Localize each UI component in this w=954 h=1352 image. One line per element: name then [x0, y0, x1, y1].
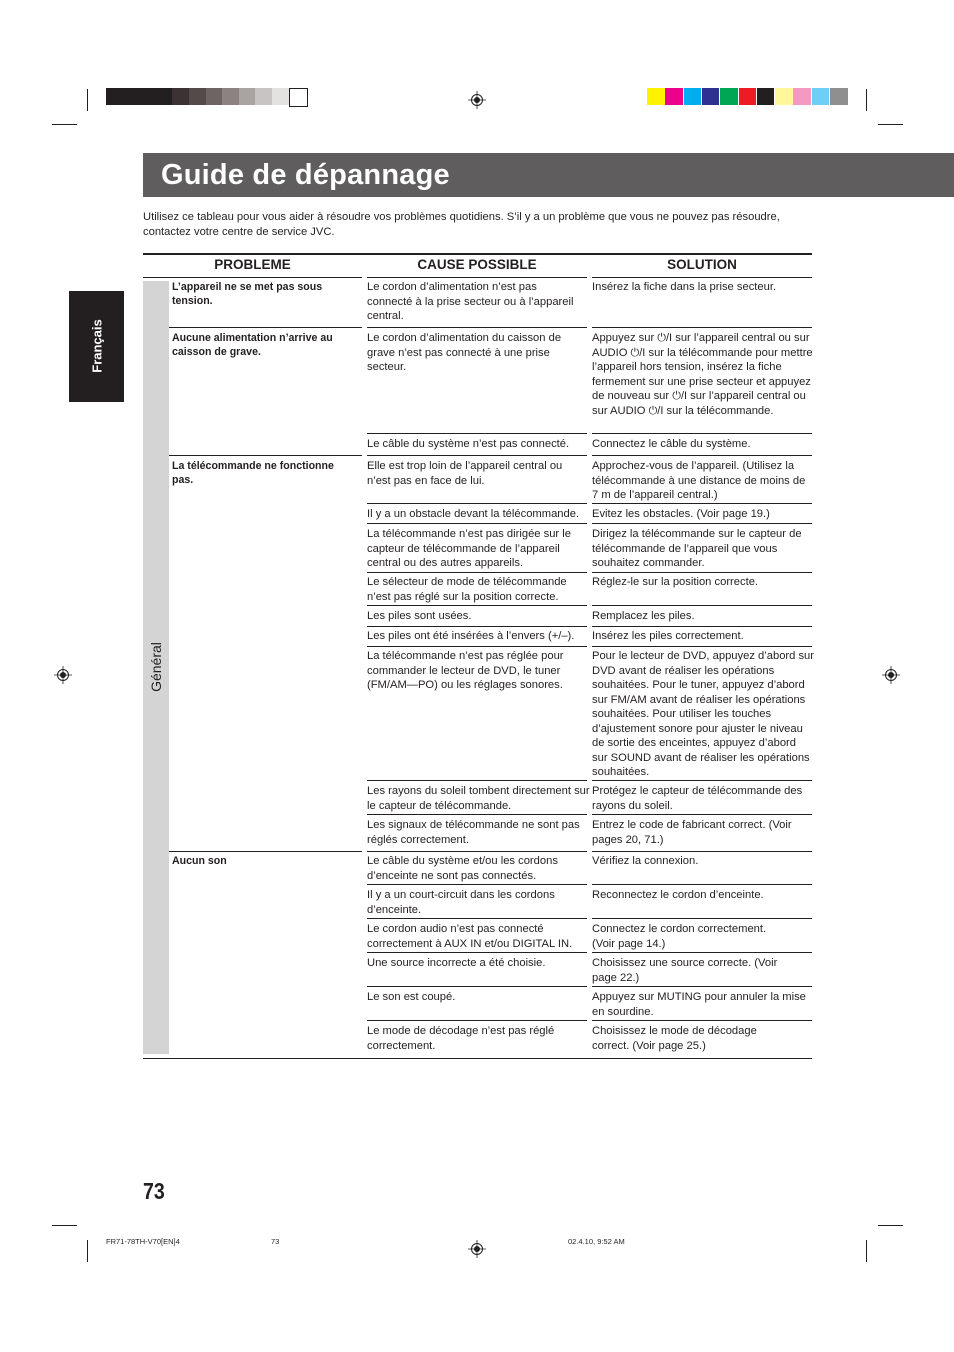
problem-cell: L’appareil ne se met pas sous tension. — [172, 281, 323, 307]
header-cause: CAUSE POSSIBLE — [417, 257, 537, 272]
power-standby-icon: ⏻/I — [657, 332, 673, 344]
cause-cell: Les rayons du soleil tombent directement sur le capteur de télécommande. — [367, 785, 590, 812]
crop-mark — [87, 89, 88, 111]
row-divider — [367, 884, 587, 885]
cause-cell: Le mode de décodage n’est pas réglé correctement. — [367, 1025, 555, 1052]
gray-swatch — [289, 88, 309, 107]
color-swatch — [665, 88, 683, 105]
solution-cell: Insérez les piles correctement. — [592, 630, 744, 642]
gray-swatch — [206, 88, 224, 105]
row-divider — [592, 433, 812, 434]
row-divider — [367, 433, 587, 434]
cause-cell: Le câble du système n’est pas connecté. — [367, 438, 570, 450]
cause-cell: La télécommande n’est pas réglée pour commander le lecteur de DVD, le tuner (FM/AM—PO) ou les réglages sonores. — [367, 650, 564, 691]
cause-cell: Les signaux de télécommande ne sont pas réglés correctement. — [367, 819, 580, 846]
row-divider — [592, 572, 812, 573]
row-divider — [592, 523, 812, 524]
row-divider — [592, 327, 812, 328]
group-divider — [169, 851, 362, 852]
cause-cell: Le son est coupé. — [367, 991, 456, 1003]
solution-cell: Approchez-vous de l’appareil. (Utilisez la télécommande à une distance de moins de 7 m de l’appareil central.) — [592, 460, 806, 501]
cause-cell: Elle est trop loin de l’appareil central ou n’est pas en face de lui. — [367, 460, 563, 487]
footer-page: 73 — [271, 1237, 280, 1246]
row-divider — [592, 780, 812, 781]
gray-swatch — [222, 88, 240, 105]
table-bottom-rule — [143, 1058, 812, 1059]
solution-cell: Pour le lecteur de DVD, appuyez d’abord sur DVD avant de réaliser les opérations souhaitées. Pour le tuner, appuyez d’abord sur FM/AM avant de réaliser les opérations souhaitées. Pour utiliser les touches d’ajustement sonore pour ajuster le niveau de sortie des enceintes, appuyez d’abord sur SOUND avant de réaliser les opérations souhaitées. — [592, 650, 815, 778]
footer-datetime: 02.4.10, 9:52 AM — [568, 1237, 625, 1246]
cause-cell: Le cordon audio n’est pas connecté correctement à AUX IN et/ou DIGITAL IN. — [367, 923, 573, 950]
problem-cell: Aucun son — [172, 855, 227, 867]
header-underline — [592, 277, 812, 278]
gray-swatch — [156, 88, 174, 105]
crop-mark — [866, 1240, 867, 1262]
page-number: 73 — [143, 1178, 165, 1204]
language-tab-label: Français — [89, 319, 105, 373]
cause-cell: Les piles ont été insérées à l’envers (+/–). — [367, 630, 575, 642]
header-underline — [143, 277, 362, 278]
color-swatch — [812, 88, 830, 105]
color-swatch — [739, 88, 757, 105]
row-divider — [592, 605, 812, 606]
cause-cell: Le cordon d’alimentation du caisson de grave n’est pas connecté à une prise secteur. — [367, 332, 562, 373]
crop-mark — [878, 1225, 903, 1226]
problem-cell: Aucune alimentation n’arrive au caisson de grave. — [172, 332, 333, 358]
row-divider — [367, 918, 587, 919]
gray-swatch — [189, 88, 207, 105]
color-swatch — [775, 88, 793, 105]
row-divider — [367, 626, 587, 627]
row-divider — [592, 1020, 812, 1021]
color-swatch — [757, 88, 775, 105]
power-standby-icon: ⏻/I — [648, 404, 664, 417]
row-divider — [592, 884, 812, 885]
cause-cell: Les piles sont usées. — [367, 610, 472, 622]
page-title: Guide de dépannage — [161, 159, 450, 191]
solution-cell: Reconnectez le cordon d’enceinte. — [592, 889, 764, 901]
solution-cell: Vérifiez la connexion. — [592, 855, 699, 867]
header-solution: SOLUTION — [667, 257, 737, 272]
crop-mark — [878, 124, 903, 125]
gray-swatch — [172, 88, 190, 105]
gray-swatch — [123, 88, 141, 105]
row-divider — [367, 780, 587, 781]
row-divider — [367, 572, 587, 573]
solution-cell: Insérez la fiche dans la prise secteur. — [592, 281, 777, 293]
section-bar — [143, 281, 169, 1054]
solution-cell: Remplacez les piles. — [592, 610, 695, 622]
row-divider — [592, 814, 812, 815]
row-divider — [592, 626, 812, 627]
registration-mark-icon — [468, 91, 486, 109]
solution-cell: Connectez le câble du système. — [592, 438, 751, 450]
header-problem: PROBLEME — [214, 257, 291, 272]
cause-cell: Une source incorrecte a été choisie. — [367, 957, 546, 969]
crop-mark — [87, 1240, 88, 1262]
section-label: Général — [148, 642, 164, 692]
gray-swatch — [255, 88, 273, 105]
intro-text: Utilisez ce tableau pour vous aider à résoudre vos problèmes quotidiens. S’il y a un problème que vous ne pouvez pas résoudre, contactez votre centre de service JVC. — [143, 211, 780, 238]
row-divider — [367, 952, 587, 953]
row-divider — [592, 918, 812, 919]
solution-cell: Appuyez sur MUTING pour annuler la mise en sourdine. — [592, 991, 806, 1018]
problem-cell: La télécommande ne fonctionne pas. — [172, 460, 334, 486]
registration-mark-icon — [468, 1240, 486, 1258]
gray-swatch — [106, 88, 124, 105]
row-divider — [367, 455, 587, 456]
row-divider — [367, 851, 587, 852]
gray-swatch — [139, 88, 157, 105]
color-swatch — [684, 88, 702, 105]
power-standby-icon: ⏻/I — [630, 346, 646, 359]
row-divider — [592, 986, 812, 987]
color-swatch — [793, 88, 811, 105]
row-divider — [592, 851, 812, 852]
solution-cell: Entrez le code de fabricant correct. (Voir pages 20, 71.) — [592, 819, 792, 846]
row-divider — [367, 814, 587, 815]
crop-mark — [52, 1225, 77, 1226]
color-swatch — [830, 88, 848, 105]
row-divider — [592, 455, 812, 456]
cause-cell: Le câble du système et/ou les cordons d’enceinte ne sont pas connectés. — [367, 855, 558, 882]
row-divider — [367, 523, 587, 524]
solution-cell: Evitez les obstacles. (Voir page 19.) — [592, 508, 770, 520]
crop-mark — [52, 124, 77, 125]
gray-swatch — [272, 88, 290, 105]
solution-cell: Dirigez la télécommande sur le capteur de télécommande de l’appareil que vous souhaitez commander. — [592, 528, 802, 569]
cause-cell: Le cordon d’alimentation n’est pas connecté à la prise secteur ou à l’appareil central. — [367, 281, 574, 322]
footer-file: FR71-78TH-V70[EN]4 — [106, 1237, 180, 1246]
group-divider — [169, 327, 362, 328]
row-divider — [592, 646, 812, 647]
cause-cell: La télécommande n’est pas dirigée sur le capteur de télécommande de l’appareil central ou des autres appareils. — [367, 528, 571, 569]
solution-cell: Connectez le cordon correctement. (Voir page 14.) — [592, 923, 767, 950]
registration-mark-icon — [54, 666, 72, 684]
language-tab — [69, 291, 124, 402]
row-divider — [367, 503, 587, 504]
solution-cell: Protégez le capteur de télécommande des rayons du soleil. — [592, 785, 803, 812]
header-rule — [143, 253, 812, 255]
header-underline — [367, 277, 587, 278]
row-divider — [592, 503, 812, 504]
crop-mark — [866, 89, 867, 111]
color-swatch — [702, 88, 720, 105]
group-divider — [169, 455, 362, 456]
row-divider — [367, 327, 587, 328]
cause-cell: Il y a un obstacle devant la télécommande. — [367, 508, 580, 520]
row-divider — [367, 605, 587, 606]
color-swatch — [720, 88, 738, 105]
solution-cell: Choisissez une source correcte. (Voir page 22.) — [592, 957, 778, 984]
solution-cell: Réglez-le sur la position correcte. — [592, 576, 759, 588]
row-divider — [367, 986, 587, 987]
row-divider — [367, 646, 587, 647]
power-standby-icon: ⏻/I — [672, 390, 688, 402]
title-bar — [143, 153, 954, 197]
solution-cell: Choisissez le mode de décodage correct. (Voir page 25.) — [592, 1025, 757, 1052]
row-divider — [592, 952, 812, 953]
cause-cell: Le sélecteur de mode de télécommande n’est pas réglé sur la position correcte. — [367, 576, 567, 603]
cause-cell: Il y a un court-circuit dans les cordons d’enceinte. — [367, 889, 555, 916]
gray-swatch — [239, 88, 257, 105]
color-swatch — [647, 88, 665, 105]
row-divider — [367, 1020, 587, 1021]
registration-mark-icon — [882, 666, 900, 684]
solution-cell: Appuyez sur ⏻/I sur l’appareil central ou sur AUDIO ⏻/I sur la télécommande pour mettre l’appareil hors tension, insérez la fiche fermement sur une prise secteur et appuyez de nouveau sur ⏻/I sur l’appareil central ou sur AUDIO ⏻/I sur la télécommande. — [592, 332, 813, 417]
